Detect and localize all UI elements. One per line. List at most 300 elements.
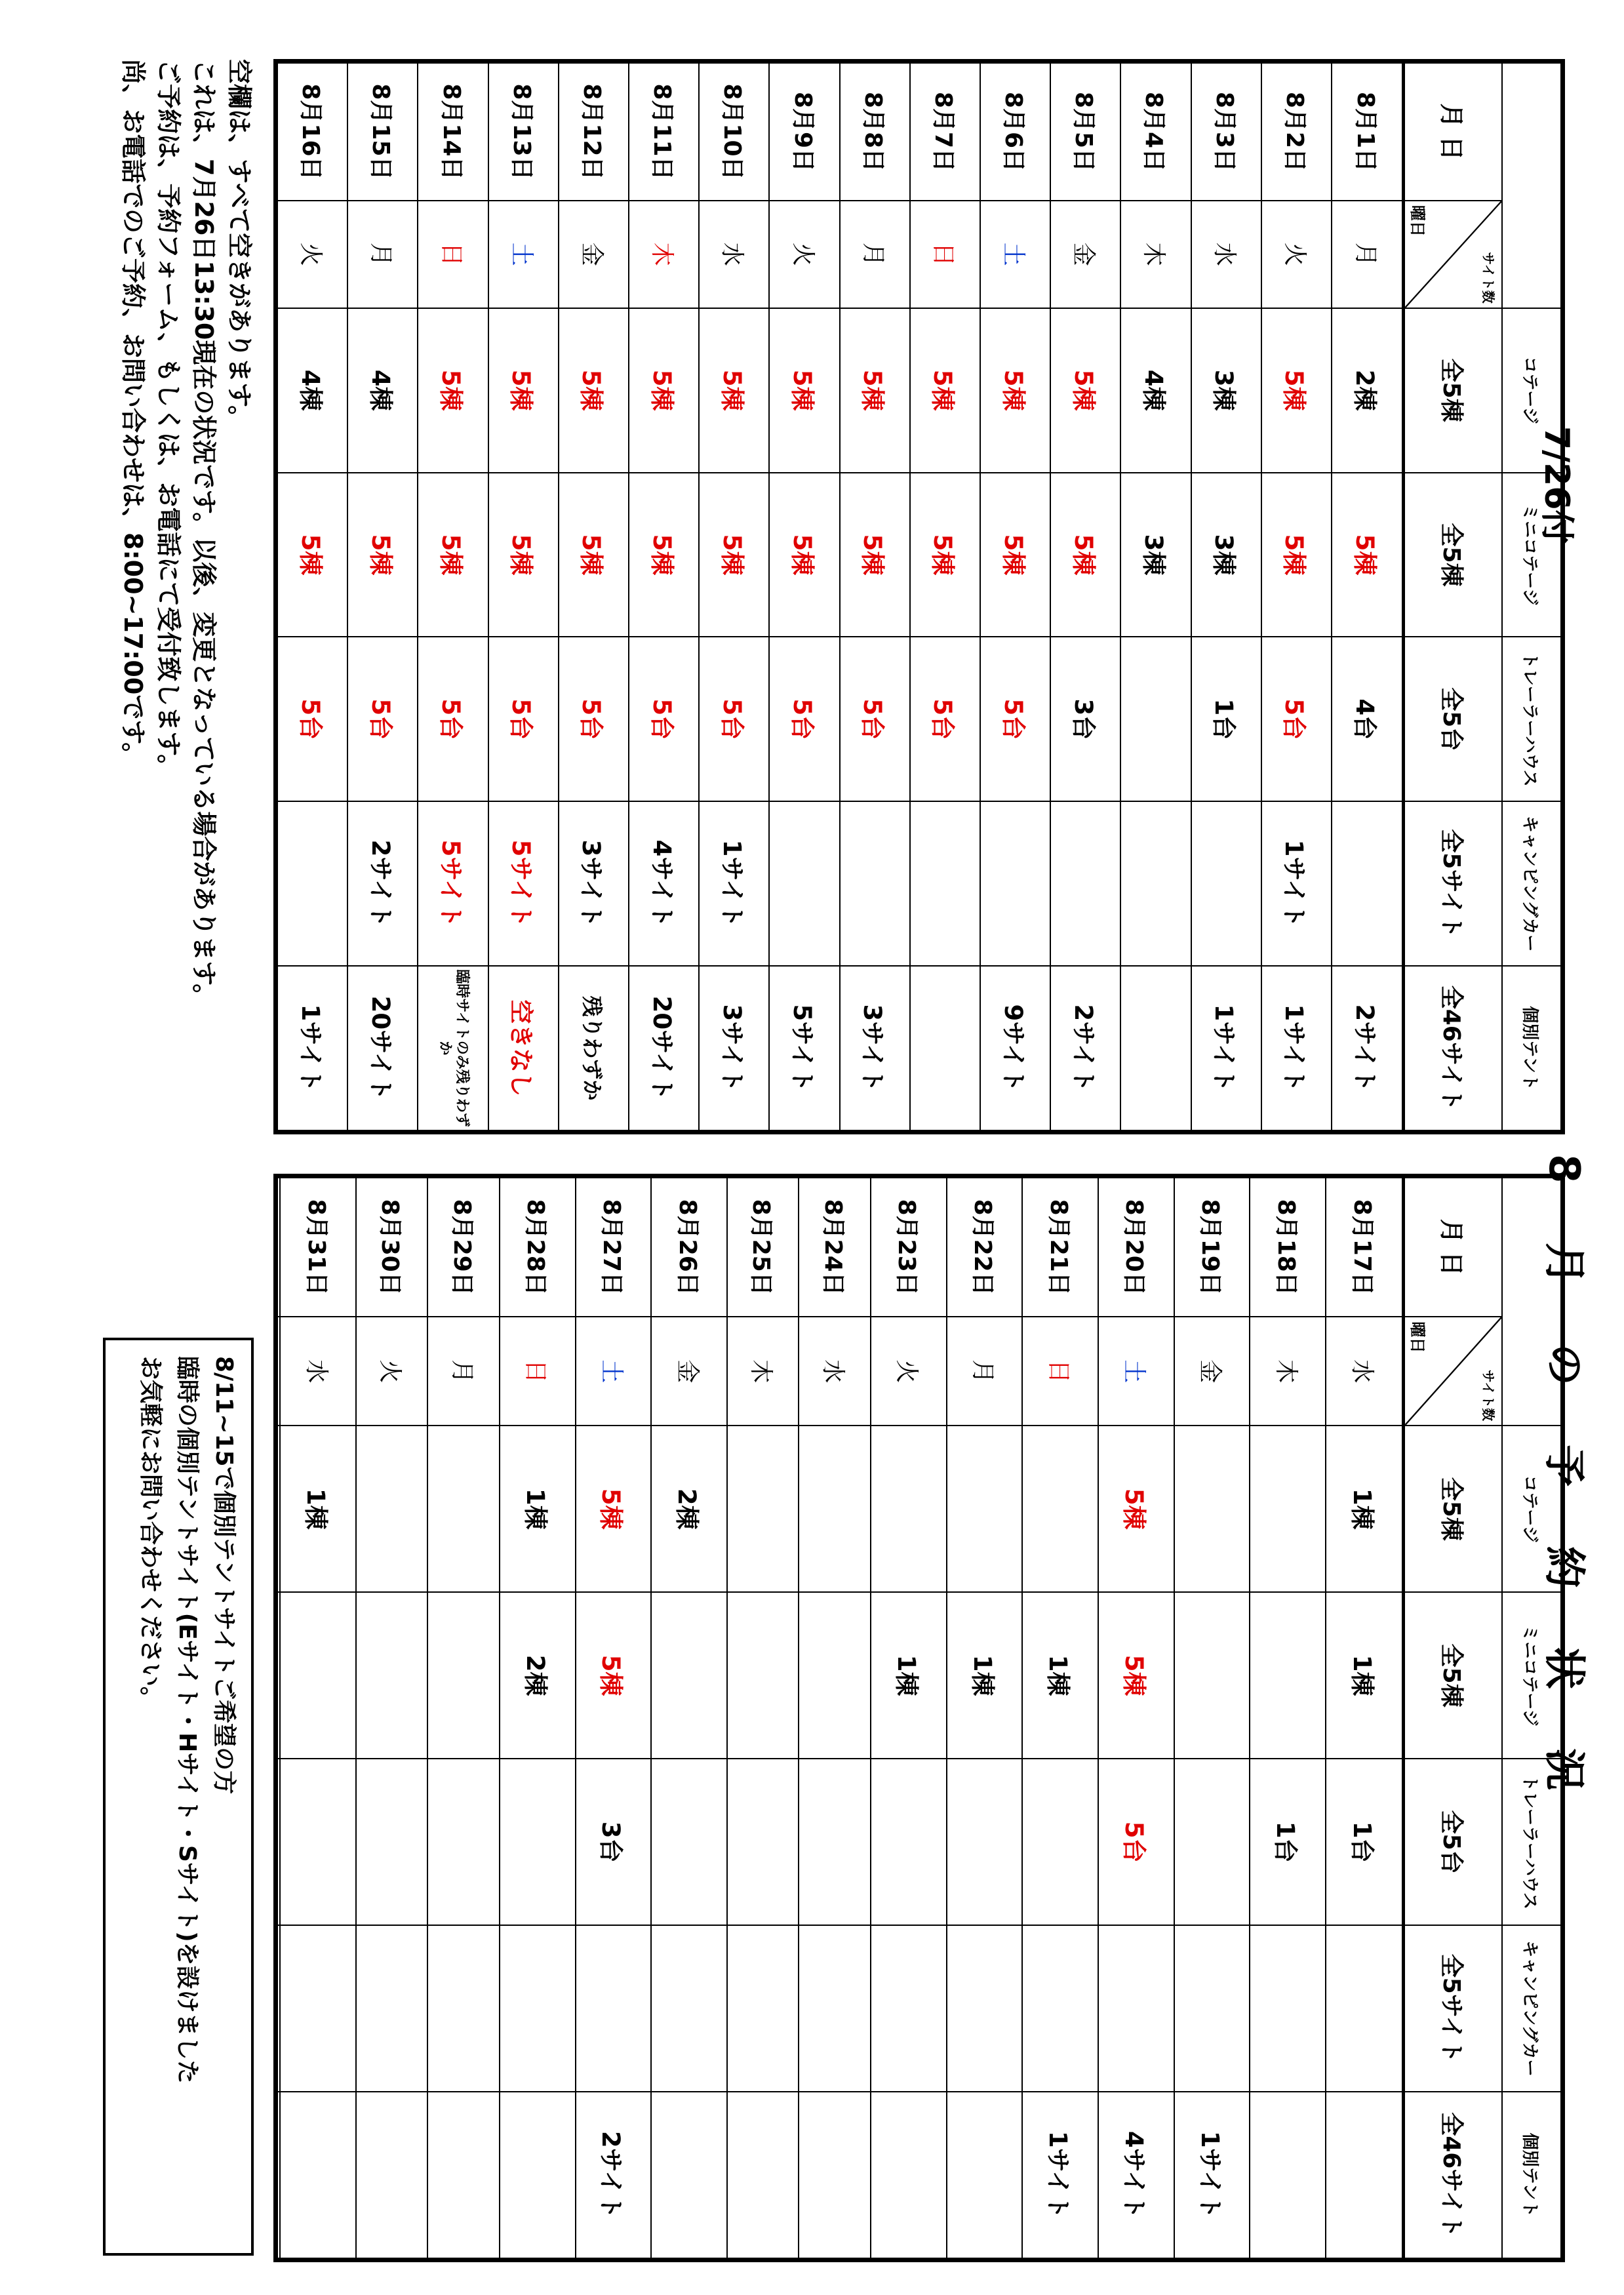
availability-cell: 3サイト [699,966,769,1130]
availability-cell [910,966,980,1130]
availability-cell: 5棟 [559,473,629,637]
availability-cell: 5棟 [910,473,980,637]
availability-cell [727,1592,799,1759]
date-cell: 8月16日 [277,63,347,201]
availability-cell: 3台 [1050,637,1120,801]
availability-cell [947,1925,1023,2092]
availability-cell: 5台 [910,637,980,801]
availability-cell [871,1426,947,1592]
date-cell: 8月30日 [356,1178,428,1317]
availability-cell [910,801,980,966]
table-row [500,1178,576,2258]
table-row [559,63,629,1130]
date-cell: 8月8日 [840,63,910,201]
availability-cell [799,1592,871,1759]
availability-cell: 2サイト [1332,966,1404,1130]
reservation-table-left [277,62,1562,1131]
table-row [277,63,347,1130]
date-cell: 8月4日 [1120,63,1191,201]
capacity-header: 全5サイト [1404,1925,1502,2092]
date-cell [277,1178,280,1317]
availability-cell: 5サイト [418,801,488,966]
availability-cell [356,1759,428,1925]
availability-cell [1120,637,1191,801]
page-title: 8 月 の 予 約 状 況 [1539,1154,1588,1813]
weekday-cell: 日 [500,1317,576,1426]
footnote-line: ご予約は、予約フォーム、もしくは、お電話にて受付致します。 [154,59,183,780]
availability-cell [277,801,347,966]
availability-cell: 1サイト [1191,966,1261,1130]
availability-cell [727,1426,799,1592]
availability-cell: 20サイト [629,966,699,1130]
temporary-site-notice [103,1338,254,2256]
availability-cell [727,1759,799,1925]
availability-cell [576,1925,652,2092]
availability-cell [1326,2092,1404,2258]
availability-cell: 5棟 [559,308,629,473]
availability-cell: 3サイト [840,966,910,1130]
availability-cell: 4サイト [629,801,699,966]
availability-cell: 5棟 [980,308,1050,473]
date-cell: 8月3日 [1191,63,1261,201]
header-row-categories [1502,1178,1561,2258]
availability-cell: 残りわずか [559,966,629,1130]
availability-cell: 5棟 [699,473,769,637]
availability-cell: 5棟 [1261,473,1332,637]
availability-cell [427,1592,500,1759]
table-row [699,63,769,1130]
availability-cell: 4棟 [277,308,347,473]
availability-cell: 9サイト [980,966,1050,1130]
availability-cell [427,1426,500,1592]
availability-cell: 1サイト [1261,801,1332,966]
availability-cell: 2棟 [651,1426,727,1592]
availability-cell [1174,1592,1250,1759]
weekday-cell: 火 [277,201,347,308]
availability-cell [799,1426,871,1592]
availability-cell: 1棟 [280,1426,356,1592]
availability-cell: 1サイト [1022,2092,1098,2258]
month-day-header: 月 日 [1404,63,1502,201]
availability-cell: 3台 [576,1759,652,1925]
availability-cell: 5棟 [576,1426,652,1592]
date-cell: 8月28日 [500,1178,576,1317]
weekday-cell: 火 [871,1317,947,1426]
availability-cell: 5棟 [629,473,699,637]
availability-cell [1174,1925,1250,2092]
availability-cell [280,1759,356,1925]
table-row [651,1178,727,2258]
capacity-header: 全46サイト [1404,2092,1502,2258]
availability-cell: 5棟 [699,308,769,473]
category-header: ミニコテージ [1502,473,1561,637]
table-row [1250,1178,1326,2258]
availability-cell [980,801,1050,966]
capacity-header: 全5台 [1404,1759,1502,1925]
availability-cell: 4棟 [1120,308,1191,473]
availability-cell: 5棟 [910,308,980,473]
availability-cell [871,1925,947,2092]
site-count-label: サイト数 [1480,1369,1496,1422]
availability-cell: 5棟 [418,473,488,637]
availability-cell: 3棟 [1191,308,1261,473]
availability-cell: 5棟 [1332,473,1404,637]
weekday-cell: 水 [799,1317,871,1426]
date-cell: 8月27日 [576,1178,652,1317]
weekday-cell: 金 [651,1317,727,1426]
availability-cell [280,1592,356,1759]
availability-cell: 5台 [1098,1759,1174,1925]
weekday-cell: 水 [1191,201,1261,308]
availability-cell [947,2092,1023,2258]
availability-cell: 5サイト [488,801,559,966]
category-header: トレーラーハウス [1502,1759,1561,1925]
weekday-cell: 火 [356,1317,428,1426]
availability-cell: 5棟 [1050,308,1120,473]
availability-cell: 1棟 [1326,1426,1404,1592]
availability-cell: 1サイト [277,966,347,1130]
weekday-cell: 土 [1098,1317,1174,1426]
table-row [1191,63,1261,1130]
availability-cell [500,1759,576,1925]
header-row-categories [1502,63,1561,1130]
availability-cell [1022,1759,1098,1925]
availability-cell [277,1592,280,1759]
date-stamp: 7/26付 [1537,426,1576,544]
date-cell: 8月31日 [280,1178,356,1317]
availability-cell: 2サイト [1050,966,1120,1130]
date-cell: 8月23日 [871,1178,947,1317]
weekday-cell: 土 [488,201,559,308]
date-cell: 8月29日 [427,1178,500,1317]
date-cell: 8月21日 [1022,1178,1098,1317]
table-row [727,1178,799,2258]
availability-cell [1250,2092,1326,2258]
table-row [1332,63,1404,1130]
date-cell: 8月10日 [699,63,769,201]
availability-cell [1120,801,1191,966]
availability-cell: 1サイト [1261,966,1332,1130]
availability-cell [280,1925,356,2092]
availability-cell [1250,1592,1326,1759]
availability-cell: 5台 [418,637,488,801]
date-cell: 8月20日 [1098,1178,1174,1317]
weekday-cell: 金 [559,201,629,308]
availability-cell [356,1925,428,2092]
date-cell: 8月25日 [727,1178,799,1317]
table-row [427,1178,500,2258]
table-row [356,1178,428,2258]
notice-line: 8/11~15で個別テントサイトご希望の方 [210,1356,237,1795]
weekday-cell: 日 [1022,1317,1098,1426]
availability-cell [799,2092,871,2258]
availability-cell: 5棟 [980,473,1050,637]
capacity-header: 全5サイト [1404,801,1502,966]
availability-cell: 5棟 [840,473,910,637]
table-row [488,63,559,1130]
weekday-cell: 月 [427,1317,500,1426]
category-header: コテージ [1502,308,1561,473]
availability-cell: 1台 [1191,637,1261,801]
table-row [629,63,699,1130]
availability-cell: 5棟 [576,1592,652,1759]
header-blank [1502,63,1561,308]
availability-cell: 1サイト [1174,2092,1250,2258]
table-row [840,63,910,1130]
availability-cell [799,1759,871,1925]
availability-cell: 5棟 [769,473,839,637]
availability-cell [277,1759,280,1925]
header-row-capacity [1404,1178,1502,2258]
availability-cell: 5台 [277,637,347,801]
header-blank [1502,1178,1561,1426]
weekday-cell: 木 [1250,1317,1326,1426]
availability-cell: 5台 [699,637,769,801]
table-row [871,1178,947,2258]
availability-cell: 5棟 [1261,308,1332,473]
availability-cell: 3棟 [1120,473,1191,637]
availability-cell: 5台 [840,637,910,801]
category-header: コテージ [1502,1426,1561,1592]
availability-cell [769,801,839,966]
availability-cell [277,2092,280,2258]
availability-cell: 3サイト [559,801,629,966]
weekday-cell: 月 [1332,201,1404,308]
availability-cell: 5台 [980,637,1050,801]
availability-cell [427,2092,500,2258]
weekday-cell: 水 [699,201,769,308]
availability-cell [1022,1426,1098,1592]
table-row [280,1178,356,2258]
date-cell: 8月15日 [347,63,418,201]
availability-cell: 1棟 [500,1426,576,1592]
footnote-line: これは、7月26日13:30現在の状況です。以後、変更となっている場合があります。 [189,59,218,1009]
table-row [769,63,839,1130]
availability-cell [1098,1925,1174,2092]
availability-cell: 5棟 [488,308,559,473]
weekday-cell: 火 [1261,201,1332,308]
availability-cell: 5棟 [1098,1426,1174,1592]
weekday-cell: 木 [1120,201,1191,308]
date-cell: 8月1日 [1332,63,1404,201]
availability-cell [1326,1925,1404,2092]
date-cell: 8月24日 [799,1178,871,1317]
availability-cell: 5棟 [629,308,699,473]
date-cell: 8月6日 [980,63,1050,201]
availability-cell: 5棟 [277,473,347,637]
availability-cell [277,1925,280,2092]
availability-cell: 1台 [1250,1759,1326,1925]
table-late-august [273,1174,1565,2262]
capacity-header: 全5棟 [1404,1592,1502,1759]
date-cell: 8月9日 [769,63,839,201]
availability-cell: 5棟 [488,473,559,637]
weekday-cell: 水 [280,1317,356,1426]
availability-cell: 3棟 [1191,473,1261,637]
table-row [1326,1178,1404,2258]
availability-cell: 4台 [1332,637,1404,801]
table-row [799,1178,871,2258]
weekday-cell: 日 [418,201,488,308]
weekday-cell: 金 [1050,201,1120,308]
availability-cell [727,1925,799,2092]
date-cell: 8月11日 [629,63,699,201]
capacity-header: 全5棟 [1404,473,1502,637]
weekday-cell [277,1317,280,1426]
weekday-cell: 月 [947,1317,1023,1426]
availability-cell [840,801,910,966]
availability-cell [1174,1426,1250,1592]
date-cell: 8月13日 [488,63,559,201]
availability-cell: 1棟 [947,1592,1023,1759]
availability-cell: 1サイト [699,801,769,966]
availability-cell: 4サイト [1098,2092,1174,2258]
capacity-header: 全5台 [1404,637,1502,801]
availability-cell [1250,1426,1326,1592]
availability-cell: 2サイト [576,2092,652,2258]
date-cell: 8月18日 [1250,1178,1326,1317]
availability-cell [356,1592,428,1759]
availability-cell [356,2092,428,2258]
notice-line: 臨時の個別テントサイト(Eサイト・Hサイト・Sサイト)を設けました [174,1356,201,2084]
footnote-line: 尚、お電話でのご予約、お問い合わせは、8:00~17:00です。 [119,59,148,768]
availability-cell: 臨時サイトのみ残りわずか [418,966,488,1130]
capacity-header: 全5棟 [1404,1426,1502,1592]
table-row [1120,63,1191,1130]
availability-cell [799,1925,871,2092]
table-row [947,1178,1023,2258]
weekday-cell: 木 [629,201,699,308]
month-day-header: 月 日 [1404,1178,1502,1317]
availability-cell: 5台 [347,637,418,801]
table-early-august [273,59,1565,1134]
date-cell: 8月5日 [1050,63,1120,201]
availability-cell [871,2092,947,2258]
availability-cell [500,1925,576,2092]
availability-cell: 5棟 [1050,473,1120,637]
availability-cell: 1台 [1326,1759,1404,1925]
availability-cell [427,1759,500,1925]
weekday-label: 曜日 [1408,205,1427,237]
availability-cell: 1棟 [1022,1592,1098,1759]
table-row [1022,1178,1098,2258]
availability-cell [947,1759,1023,1925]
notice-line: お気軽にお問い合わせください。 [137,1356,164,1711]
table-row [1261,63,1332,1130]
availability-cell: 5台 [559,637,629,801]
weekday-cell: 木 [727,1317,799,1426]
availability-cell [727,2092,799,2258]
weekday-label: 曜日 [1408,1321,1427,1353]
availability-cell: 5台 [488,637,559,801]
table-row [980,63,1050,1130]
availability-cell [1191,801,1261,966]
availability-cell [356,1426,428,1592]
table-row [576,1178,652,2258]
availability-cell [1250,1925,1326,2092]
weekday-cell: 水 [1326,1317,1404,1426]
availability-cell [277,1426,280,1592]
footnote-line: 空欄は、すべて空きがあります。 [225,59,254,431]
availability-cell: 5棟 [1098,1592,1174,1759]
weekday-cell: 月 [840,201,910,308]
table-row [1050,63,1120,1130]
date-cell: 8月26日 [651,1178,727,1317]
availability-cell [1174,1759,1250,1925]
table-row [1174,1178,1250,2258]
availability-cell: 2サイト [347,801,418,966]
date-cell: 8月7日 [910,63,980,201]
category-header: キャンピングカー [1502,1925,1561,2092]
availability-cell [651,1759,727,1925]
availability-cell: 2棟 [500,1592,576,1759]
weekday-cell: 月 [347,201,418,308]
availability-cell: 5台 [629,637,699,801]
availability-cell: 5棟 [840,308,910,473]
availability-cell [1022,1925,1098,2092]
table-row [347,63,418,1130]
date-cell: 8月14日 [418,63,488,201]
availability-cell [1050,801,1120,966]
date-cell: 8月12日 [559,63,629,201]
availability-cell: 5棟 [418,308,488,473]
date-cell: 8月17日 [1326,1178,1404,1317]
availability-cell [280,2092,356,2258]
category-header: キャンピングカー [1502,801,1561,966]
availability-cell: 5台 [769,637,839,801]
table-row [1098,1178,1174,2258]
table-row [910,63,980,1130]
weekday-cell: 土 [576,1317,652,1426]
availability-cell [651,1925,727,2092]
date-cell: 8月22日 [947,1178,1023,1317]
footnotes [115,59,257,1174]
category-header: ミニコテージ [1502,1592,1561,1759]
availability-cell [651,1592,727,1759]
weekday-cell: 土 [980,201,1050,308]
category-header: 個別テント [1502,966,1561,1130]
weekday-cell: 火 [769,201,839,308]
header-row-capacity [1404,63,1502,1130]
availability-cell [500,2092,576,2258]
availability-cell [871,1759,947,1925]
category-header: 個別テント [1502,2092,1561,2258]
table-row [277,1178,280,2258]
availability-cell [1332,801,1404,966]
site-count-weekday-header [1404,201,1502,308]
availability-cell: 5棟 [769,308,839,473]
site-count-weekday-header [1404,1317,1502,1426]
availability-cell: 1棟 [1326,1592,1404,1759]
availability-cell [651,2092,727,2258]
weekday-cell: 金 [1174,1317,1250,1426]
availability-cell: 2棟 [1332,308,1404,473]
weekday-cell: 日 [910,201,980,308]
table-row [418,63,488,1130]
availability-cell: 5台 [1261,637,1332,801]
capacity-header: 全46サイト [1404,966,1502,1130]
availability-cell [947,1426,1023,1592]
availability-cell [1120,966,1191,1130]
capacity-header: 全5棟 [1404,308,1502,473]
date-cell: 8月19日 [1174,1178,1250,1317]
site-count-label: サイト数 [1480,252,1496,304]
availability-cell: 5棟 [347,473,418,637]
date-cell: 8月2日 [1261,63,1332,201]
reservation-table-right [277,1177,1562,2259]
availability-cell: 5サイト [769,966,839,1130]
category-header: トレーラーハウス [1502,637,1561,801]
